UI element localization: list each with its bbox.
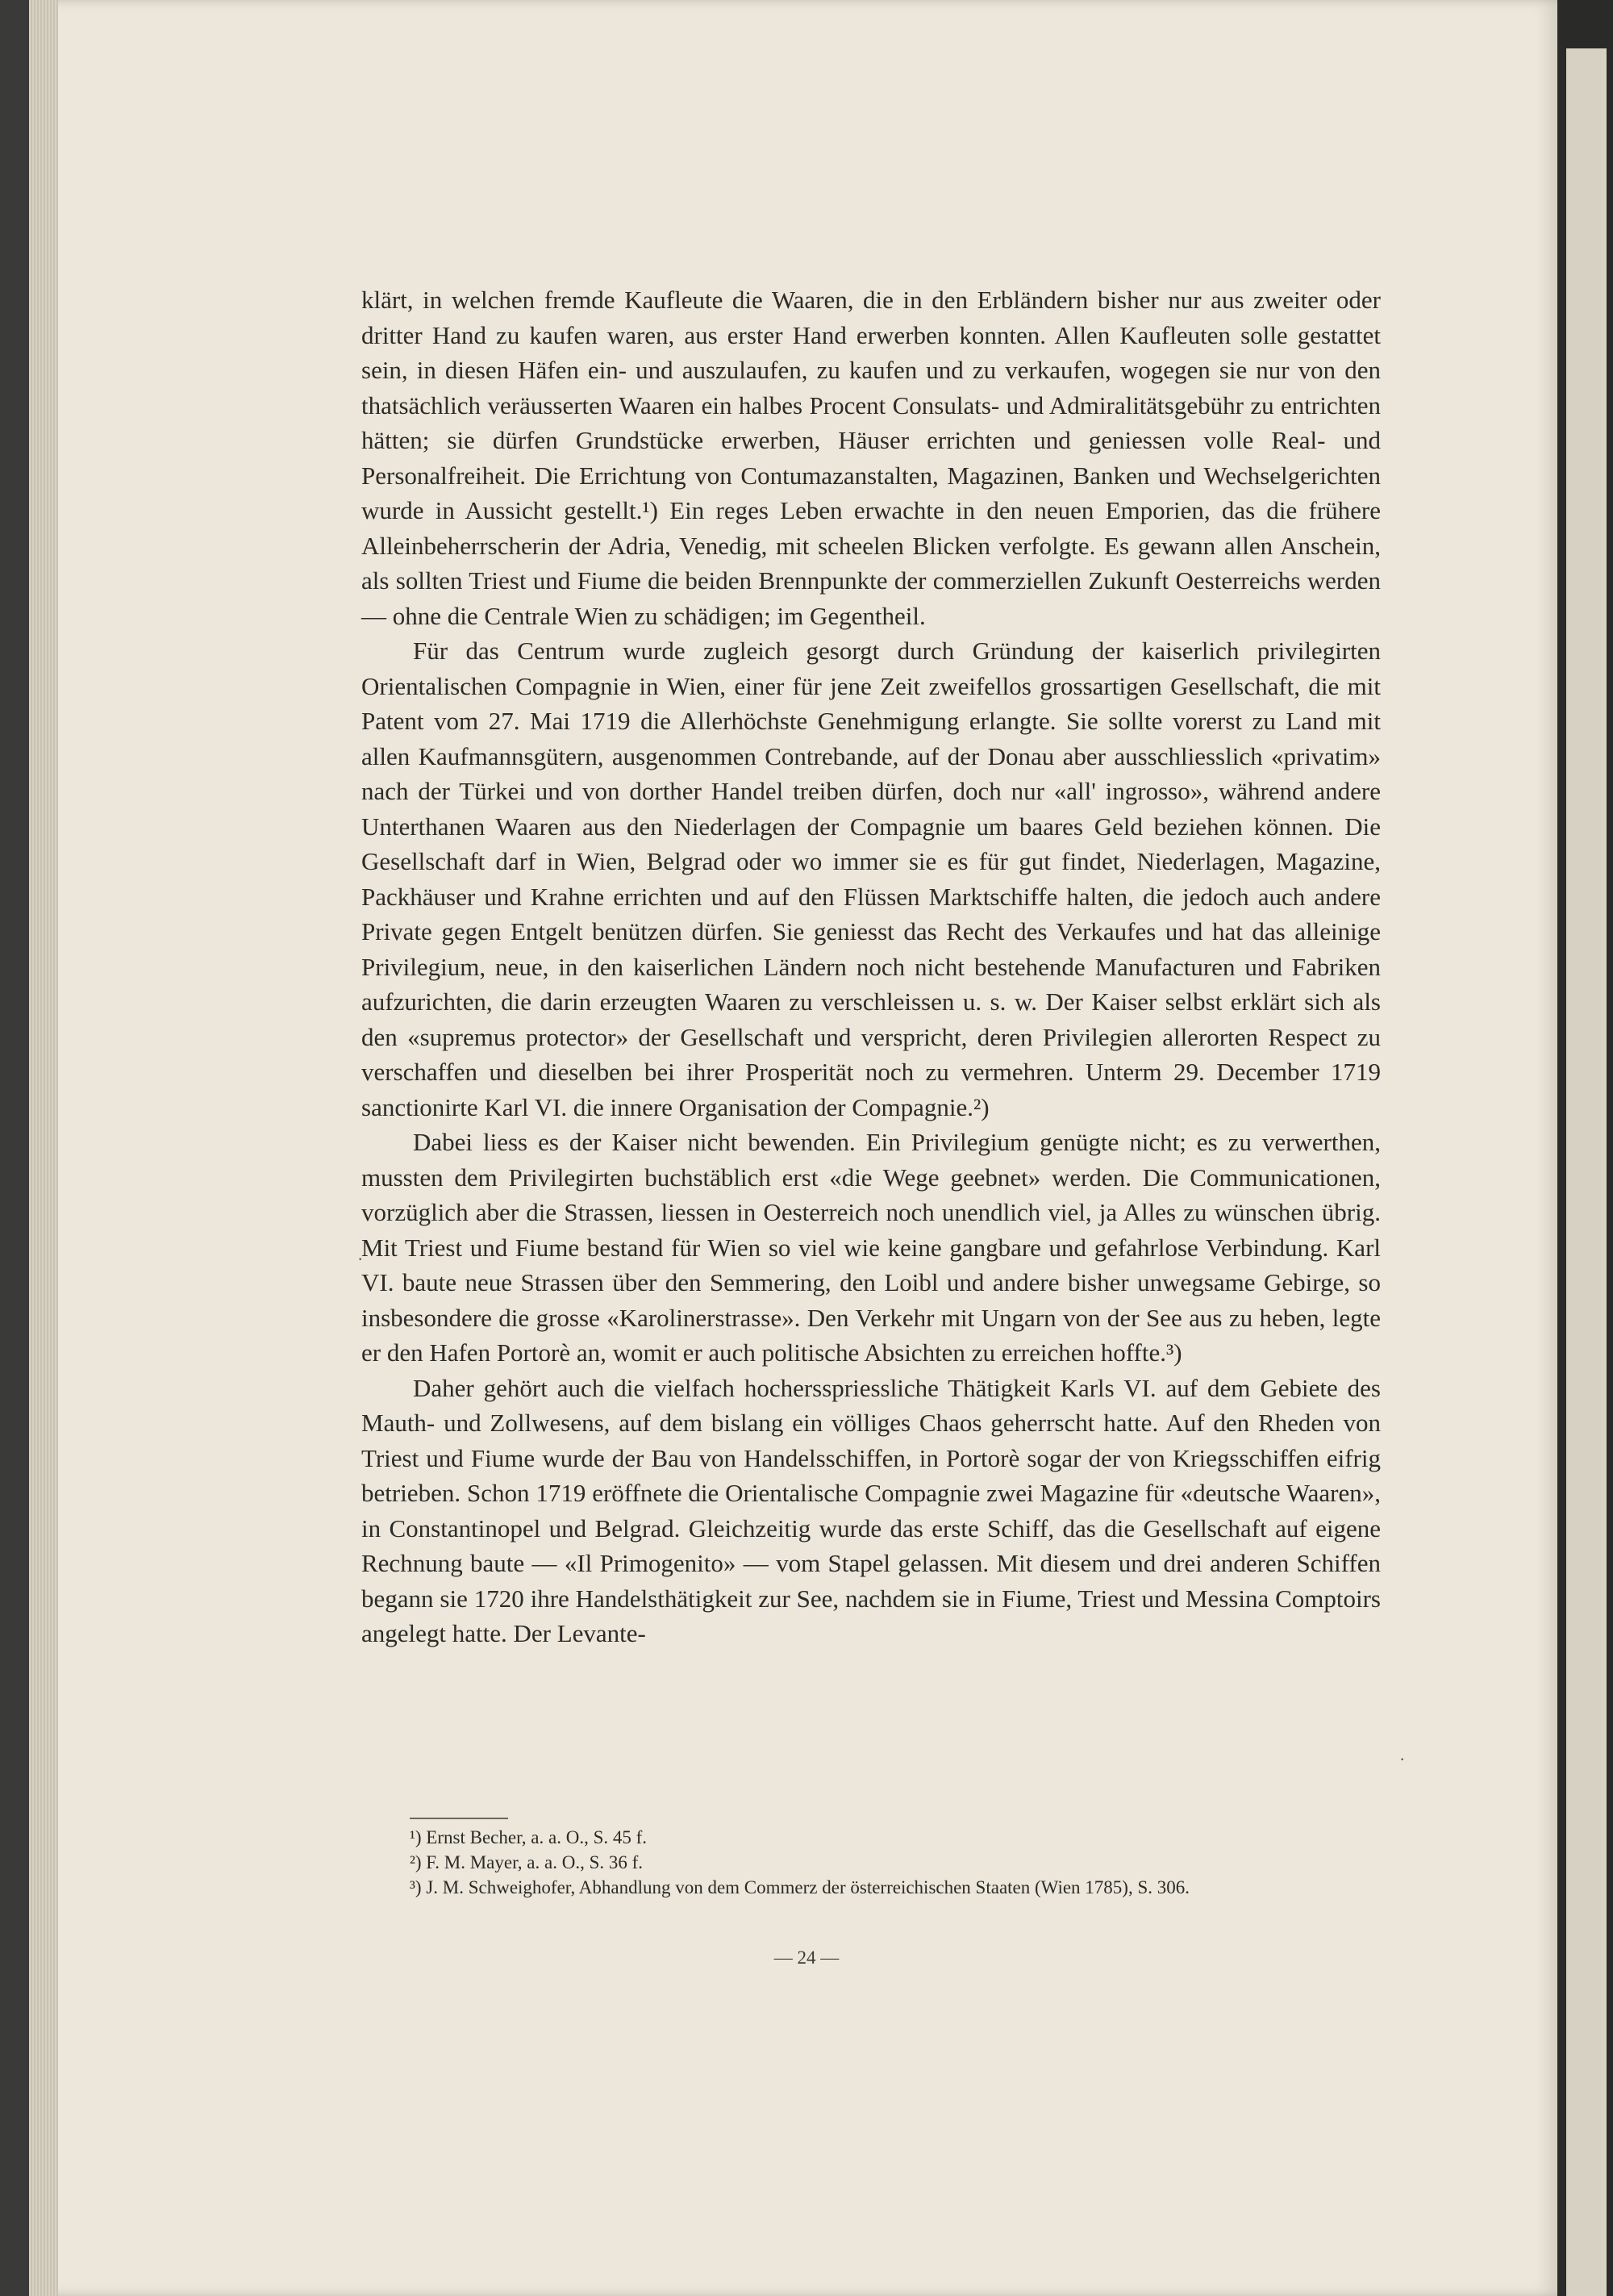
footnote-1: ¹) Ernst Becher, a. a. O., S. 45 f. — [410, 1827, 648, 1847]
paragraph-4: Daher gehört auch die vielfach hochersspriessliche Thätigkeit Karls VI. auf dem Gebiete des Mauth- und Zollwesens, auf dem bislang ein völliges Chaos geherrscht hatte. Auf den Rheden von Triest und Fiume wurde der Bau von Handelsschiffen, in Portorè sogar der von Kriegsschiffen eifrig betrieben. Schon 1719 eröffnete die Orientalische Compagnie zwei Magazine für «deutsche Waaren», in Constantinopel und Belgrad. Gleichzeitig wurde das erste Schiff, das die Gesellschaft auf eigene Rechnung baute — «Il Primogenito» — vom Stapel gelassen. Mit diesem und drei anderen Schiffen begann sie 1720 ihre Handelsthätigkeit zur See, nachdem sie in Fiume, Triest und Messina Comptoirs angelegt hatte. Der Levante- — [361, 1373, 1381, 1647]
footnote-2: ²) F. M. Mayer, a. a. O., S. 36 f. — [410, 1852, 644, 1872]
footnote-divider — [410, 1818, 508, 1819]
paragraph-3: Dabei liess es der Kaiser nicht bewenden. Ein Privilegium genügte nicht; es zu verwerthen, mussten dem Privilegirten buchstäblich erst «die Wege geebnet» werden. Die Communicationen, vorzüglich aber die Strassen, liessen in Oesterreich noch unendlich viel, ja Alles zu wünschen übrig. Mit Triest und Fiume bestand für Wien so viel wie keine gangbare und gefahrlose Verbindung. Karl VI. baute neue Strassen über den Semmering, den Loibl und andere bisher unwegsame Gebirge, so insbesondere die grosse «Karolinerstrasse». Den Verkehr mit Ungarn von der See aus zu heben, legte er den Hafen Portorè an, womit er auch politische Absichten zu erreichen hoffte.³) — [361, 1128, 1381, 1367]
page-number: — 24 — — [773, 1947, 840, 1968]
ink-speck: · — [357, 1249, 364, 1269]
paragraph-1: klärt, in welchen fremde Kaufleute die Waaren, die in den Erbländern bisher nur aus zweiter oder dritter Hand zu kaufen waren, aus erster Hand erwerben konnten. Allen Kaufleuten solle gestattet sein, in diesen Häfen ein- und auszulaufen, zu kaufen und zu verkaufen, wogegen sie nur von den thatsächlich veräusserten Waaren ein halbes Procent Consulats- und Admiralitätsgebühr zu entrichten hätten; sie dürfen Grundstücke erwerben, Häuser errichten und geniessen volle Real- und Personalfreiheit. Die Errichtung von Contumazanstalten, Magazinen, Banken und Wechselgerichten wurde in Aussicht gestellt.¹) Ein reges Leben erwachte in den neuen Emporien, das die frühere Alleinbeherrscherin der Adria, Venedig, mit scheelen Blicken verfolgte. Es gewann allen Anschein, als sollten Triest und Fiume die beiden Brennpunkte der commerziellen Zukunft Oesterreichs werden — ohne die Centrale Wien zu schädigen; im Gegentheil. — [361, 286, 1381, 630]
body-text — [361, 282, 1381, 1651]
footnote-3: ³) J. M. Schweighofer, Abhandlung von dem Commerz der österreichischen Staaten (Wien 1785), S. 306. — [410, 1877, 1190, 1897]
ink-speck: · — [1399, 1749, 1406, 1769]
footnotes — [410, 1825, 1381, 1900]
paragraph-2: Für das Centrum wurde zugleich gesorgt durch Gründung der kaiserlich privilegirten Orientalischen Compagnie in Wien, einer für jene Zeit zweifellos grossartigen Gesellschaft, die mit Patent vom 27. Mai 1719 die Allerhöchste Genehmigung erlangte. Sie sollte vorerst zu Land mit allen Kaufmannsgütern, ausgenommen Contrebande, auf der Donau aber ausschliesslich «privatim» nach der Türkei und von dorther Handel treiben dürfen, doch nur «all' ingrosso», während andere Unterthanen Waaren aus den Niederlagen der Compagnie um baares Geld beziehen können. Die Gesellschaft darf in Wien, Belgrad oder wo immer sie es für gut findet, Niederlagen, Magazine, Packhäuser und Krahne errichten und auf den Flüssen Marktschiffe halten, die jedoch auch andere Private gegen Entgelt benützen dürfen. Sie geniesst das Recht des Verkaufes und hat das alleinige Privilegium, neue, in den kaiserlichen Ländern noch nicht bestehende Manufacturen und Fabriken aufzurichten, die darin erzeugten Waaren zu verschleissen u. s. w. Der Kaiser selbst erklärt sich als den «supremus protector» der Gesellschaft und verspricht, deren Privilegien allerorten Respect zu verschaffen und dieselben bei ihrer Prosperität noch zu vermehren. Unterm 29. December 1719 sanctionirte Karl VI. die innere Organisation der Compagnie.²) — [361, 637, 1381, 1121]
